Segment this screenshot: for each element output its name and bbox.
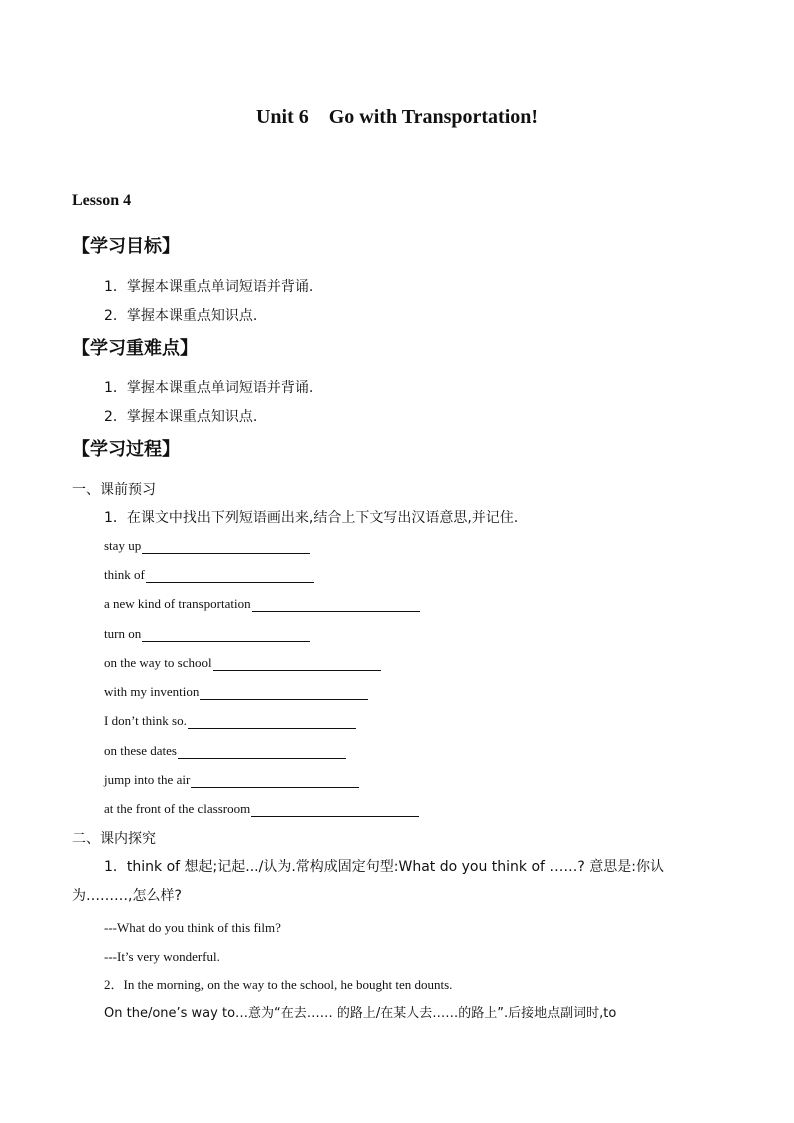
goal-item-2: 2．掌握本课重点知识点.	[104, 308, 258, 324]
document-title: Unit 6 Go with Transportation!	[255, 106, 539, 128]
answer-blank[interactable]	[142, 541, 310, 554]
phrase-row	[104, 772, 359, 788]
goal-item-1: 1．掌握本课重点单词短语并背诵.	[104, 279, 314, 295]
answer-blank[interactable]	[191, 775, 359, 788]
phrase-row	[104, 538, 310, 554]
phrase-text: think of	[104, 567, 145, 582]
phrase-text: stay up	[104, 538, 142, 553]
explore-point-2: 2．In the morning, on the way to the school, he bought ten dounts.	[104, 977, 453, 992]
section-key-points-heading: 【学习重难点】	[72, 338, 198, 359]
answer-blank[interactable]	[146, 570, 314, 583]
dialog-question: ---What do you think of this film?	[104, 920, 281, 935]
answer-blank[interactable]	[200, 687, 368, 700]
explore-point-1-continued: 为………,怎么样?	[72, 888, 182, 904]
phrase-row	[104, 596, 420, 612]
section-goals-heading: 【学习目标】	[72, 236, 180, 257]
phrase-row	[104, 713, 356, 729]
phrase-text: on the way to school	[104, 655, 212, 670]
key-point-item-1: 1．掌握本课重点单词短语并背诵.	[104, 380, 314, 396]
phrase-row	[104, 626, 310, 642]
answer-blank[interactable]	[252, 599, 420, 612]
phrase-row	[104, 655, 381, 671]
preview-heading: 一、课前预习	[72, 482, 156, 498]
phrase-row	[104, 684, 368, 700]
phrase-text: at the front of the classroom	[104, 801, 251, 816]
answer-blank[interactable]	[178, 746, 346, 759]
explore-heading: 二、课内探究	[72, 831, 156, 847]
answer-blank[interactable]	[142, 629, 310, 642]
phrase-text: I don’t think so.	[104, 713, 187, 728]
phrase-text: a new kind of transportation	[104, 596, 251, 611]
phrase-row	[104, 743, 346, 759]
phrase-text: jump into the air	[104, 772, 191, 787]
preview-instruction: 1．在课文中找出下列短语画出来,结合上下文写出汉语意思,并记住.	[104, 510, 519, 526]
answer-blank[interactable]	[188, 716, 356, 729]
phrase-row	[104, 801, 419, 817]
answer-blank[interactable]	[251, 804, 419, 817]
section-process-heading: 【学习过程】	[72, 439, 180, 460]
phrase-text: on these dates	[104, 743, 177, 758]
phrase-text: with my invention	[104, 684, 200, 699]
answer-blank[interactable]	[213, 658, 381, 671]
lesson-label: Lesson 4	[72, 192, 132, 209]
key-point-item-2: 2．掌握本课重点知识点.	[104, 409, 258, 425]
explore-point-1: 1．think of 想起;记起.../认为.常构成固定句型:What do you think of ……? 意思是:你认	[104, 859, 665, 875]
phrase-text: turn on	[104, 626, 142, 641]
explore-point-2-note: On the/one’s way to…意为“在去…… 的路上/在某人去……的路上”.后接地点副词时,to	[104, 1006, 617, 1021]
dialog-answer: ---It’s very wonderful.	[104, 949, 220, 964]
phrase-row	[104, 567, 314, 583]
